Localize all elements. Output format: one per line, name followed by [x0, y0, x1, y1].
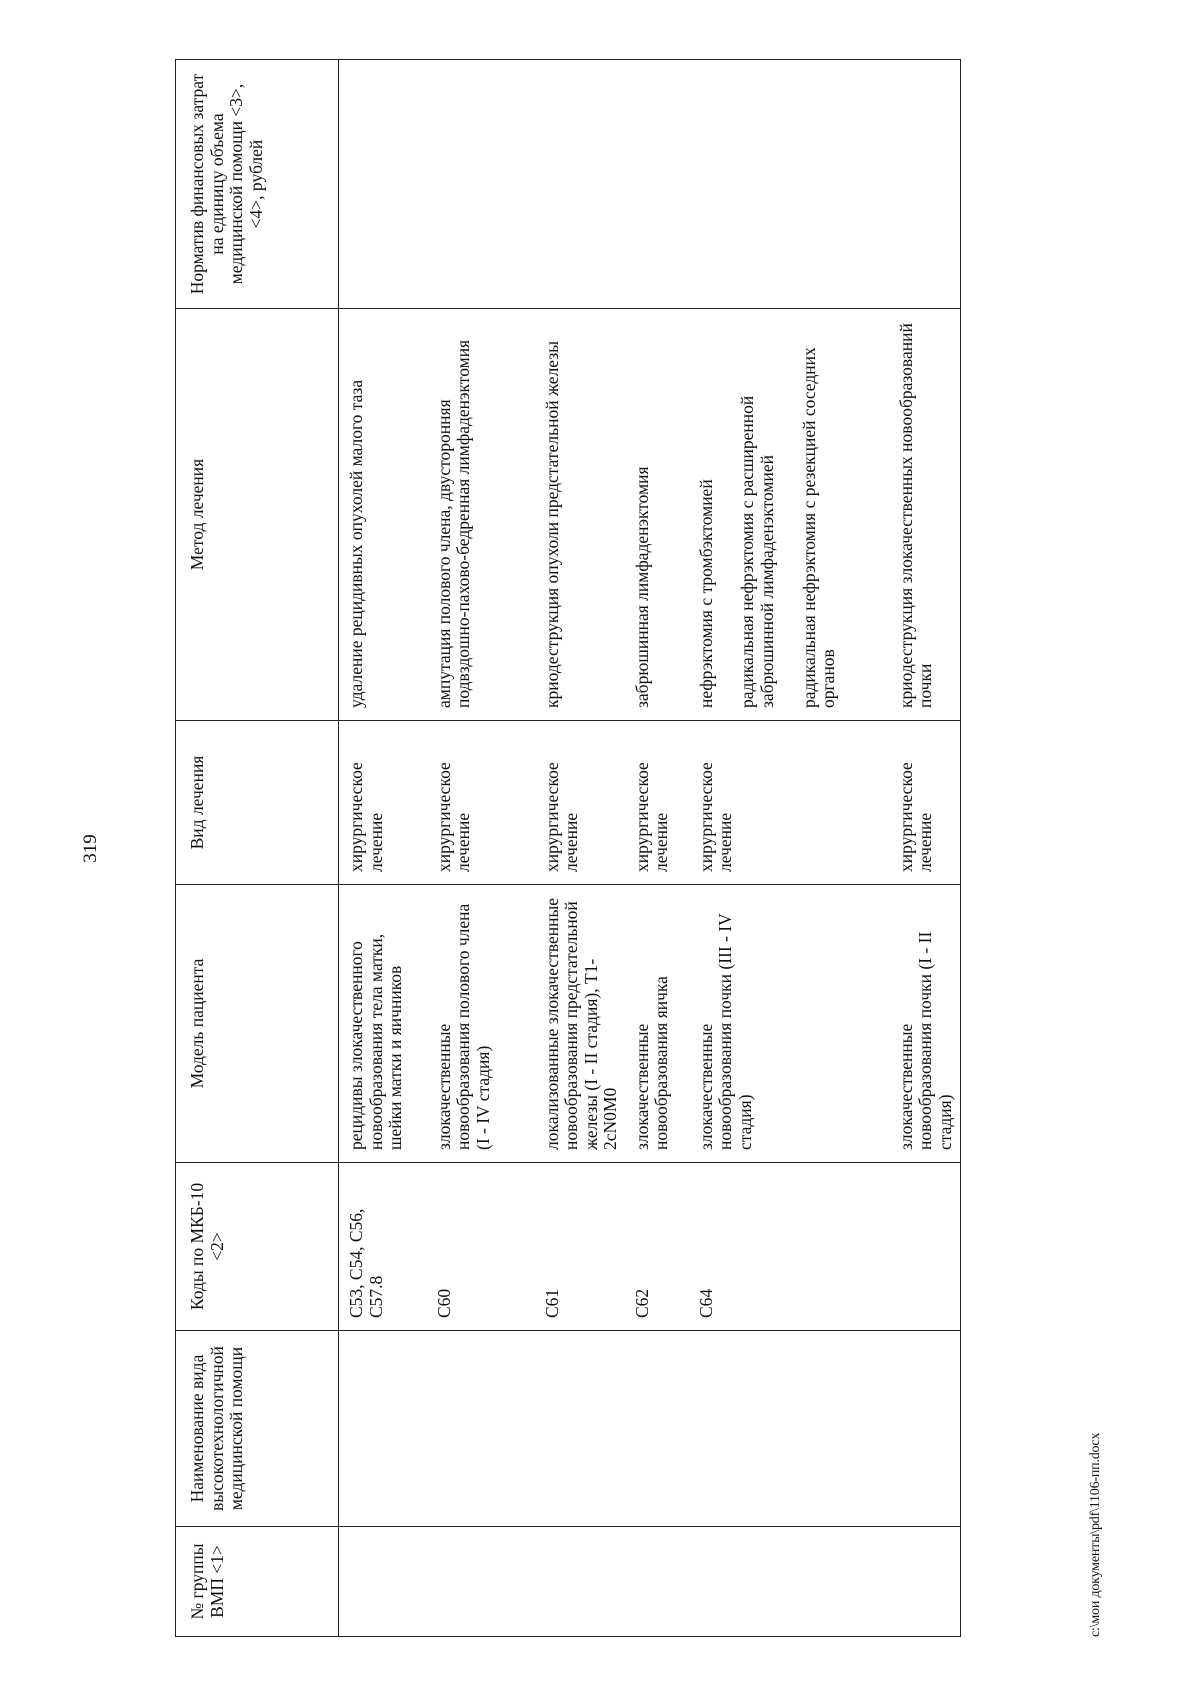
cell-care-type-name	[625, 1331, 689, 1527]
cell-icd10-codes: C60	[427, 1163, 535, 1331]
cell-patient-model: локализованные злокачественные новообразования предстательной железы (I - II стадия), T1-2cN0M0	[535, 885, 625, 1163]
header-treatment-method: Метод лечения	[176, 309, 339, 721]
cell-icd10-codes	[889, 1163, 960, 1331]
header-icd10-codes: Коды по МКБ-10 <2>	[176, 1163, 339, 1331]
treatment-method-text: радикальная нефрэктомия с резекцией соседних органов	[798, 347, 839, 708]
cell-treatment-method	[339, 309, 427, 721]
treatment-method-text: ампутация полового члена, двусторонняя подвздошно-пахово-бедренная лимфаденэктомия	[433, 339, 474, 708]
cell-group-number	[427, 1527, 535, 1637]
cell-patient-model: злокачественные новообразования почки (III - IV стадия)	[689, 885, 889, 1163]
cell-care-type-name	[535, 1331, 625, 1527]
cell-treatment-method	[689, 309, 889, 721]
header-patient-model: Модель пациента	[176, 885, 339, 1163]
treatment-method-text: радикальная нефрэктомия с расширенной забрюшинной лимфаденэктомией	[737, 395, 778, 708]
cell-treatment-type: хирургическое лечение	[625, 721, 689, 885]
cell-care-type-name	[889, 1331, 960, 1527]
table-row	[535, 60, 625, 1637]
table-row	[889, 60, 960, 1637]
cell-icd10-codes: C61	[535, 1163, 625, 1331]
table-row	[427, 60, 535, 1637]
cell-treatment-method	[535, 309, 625, 721]
cell-group-number	[339, 1527, 427, 1637]
table-row	[689, 60, 889, 1637]
page-number: 319	[80, 834, 101, 863]
cell-cost-norm	[889, 60, 960, 309]
cell-treatment-type: хирургическое лечение	[427, 721, 535, 885]
cell-cost-norm	[535, 60, 625, 309]
header-care-type-name: Наименование вида высокотехнологичной медицинской помощи	[176, 1331, 339, 1527]
cell-care-type-name	[689, 1331, 889, 1527]
cell-cost-norm	[339, 60, 427, 309]
cell-cost-norm	[689, 60, 889, 309]
cell-icd10-codes: C64	[689, 1163, 889, 1331]
cell-group-number	[889, 1527, 960, 1637]
cell-icd10-codes: C62	[625, 1163, 689, 1331]
treatment-method-text: криодеструкция опухоли предстательной железы	[541, 341, 562, 708]
cell-patient-model: злокачественные новообразования почки (I - II стадия)	[889, 885, 960, 1163]
cell-patient-model: злокачественные новообразования полового члена (I - IV стадия)	[427, 885, 535, 1163]
cell-patient-model: рецидивы злокачественного новообразования тела матки, шейки матки и яичников	[339, 885, 427, 1163]
cell-treatment-method	[625, 309, 689, 721]
table-row	[339, 60, 427, 1637]
header-group-number: № группы ВМП <1>	[176, 1527, 339, 1637]
cell-group-number	[689, 1527, 889, 1637]
cell-treatment-type: хирургическое лечение	[889, 721, 960, 885]
treatment-method-text: нефрэктомия с тромбэктомией	[695, 479, 716, 708]
cell-treatment-type: хирургическое лечение	[339, 721, 427, 885]
treatment-method-text: удаление рецидивных опухолей малого таза	[346, 379, 366, 708]
treatment-method-text: криодеструкция злокачественных новообразований почки	[895, 323, 936, 708]
header-treatment-type: Вид лечения	[176, 721, 339, 885]
cell-group-number	[535, 1527, 625, 1637]
treatment-table	[175, 59, 961, 1637]
cell-treatment-type: хирургическое лечение	[535, 721, 625, 885]
table-header-row	[176, 60, 339, 1637]
cell-treatment-type: хирургическое лечение	[689, 721, 889, 885]
treatment-method-text: забрюшинная лимфаденэктомия	[631, 466, 652, 708]
table-row	[625, 60, 689, 1637]
cell-care-type-name	[427, 1331, 535, 1527]
cell-cost-norm	[625, 60, 689, 309]
cell-treatment-method	[427, 309, 535, 721]
cell-cost-norm	[427, 60, 535, 309]
header-cost-norm: Норматив финансовых затрат на единицу объема медицинской помощи <3>, <4>, рублей	[176, 60, 339, 309]
cell-treatment-method	[889, 309, 960, 721]
cell-patient-model: злокачественные новообразования яичка	[625, 885, 689, 1163]
cell-icd10-codes: C53, C54, C56, C57.8	[339, 1163, 427, 1331]
cell-group-number	[625, 1527, 689, 1637]
footer-file-path: c:\мои документы\pdf\1106-пп.docx	[1088, 1432, 1103, 1637]
cell-care-type-name	[339, 1331, 427, 1527]
